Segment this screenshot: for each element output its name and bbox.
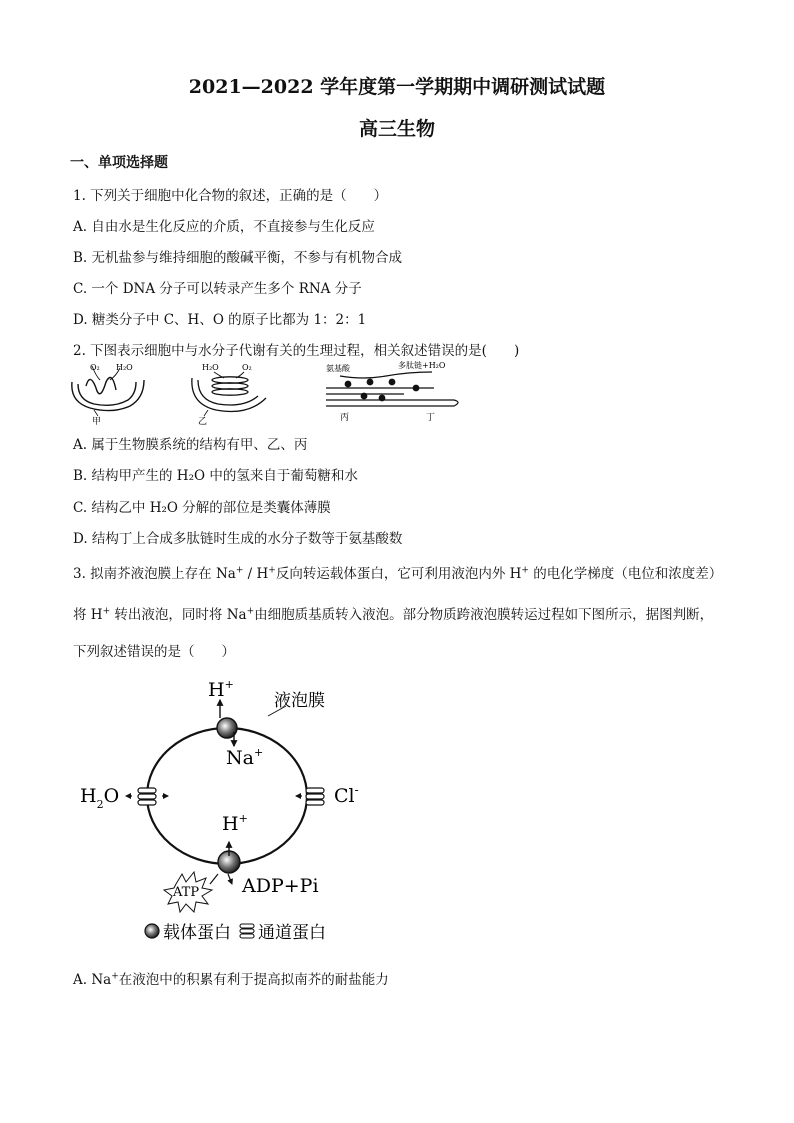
q3-option-a: A. Na+在液泡中的积累有利于提高拟南芥的耐盐能力 [73,971,389,988]
fig2-peptide-label: 多肽链+H₂O [398,361,446,370]
q3-stem-line2: 将 H+ 转出液泡，同时将 Na+由细胞质基质转入液泡。部分物质跨液泡膜转运过程如下图所示，据图判断， [73,606,714,623]
label-atp: ATP [173,885,200,900]
q2-stem: 2. 下图表示细胞中与水分子代谢有关的生理过程，相关叙述错误的是( ) [73,343,520,359]
q1-option-c: C. 一个 DNA 分子可以转录产生多个 RNA 分子 [73,281,362,297]
fig2-o2-b-label: O₂ [242,363,252,372]
q3-stem-line3: 下列叙述错误的是（ ） [73,644,235,660]
legend-carrier-icon [145,924,159,938]
fig2-jia-label: 甲 [92,417,102,427]
q2-option-c: C. 结构乙中 H₂O 分解的部位是类囊体薄膜 [73,500,331,516]
exam-title: 2021—2022 学年度第一学期期中调研测试试题 [188,76,606,98]
q3-stem-line1: 3. 拟南芥液泡膜上存在 Na+ / H+反向转运载体蛋白，它可利用液泡内外 H+ 的电化学梯度（电位和浓度差） [73,565,723,582]
q2-option-a: A. 属于生物膜系统的结构有甲、乙、丙 [73,437,308,453]
fig2-bing-label: 丙 [340,413,350,423]
q1-option-a: A. 自由水是生化反应的介质，不直接参与生化反应 [73,219,375,235]
structure-bing-ding-er-ribosome [326,372,458,406]
structure-yi-chloroplast [192,372,266,412]
q2-option-d: D. 结构丁上合成多肽链时生成的水分子数等于氨基酸数 [73,531,403,547]
legend-channel-icon [240,924,254,938]
label-adp-pi: ADP+Pi [242,875,319,897]
q2-option-b: B. 结构甲产生的 H₂O 中的氢来自于葡萄糖和水 [73,468,358,484]
fig2-o2-label: O₂ [90,363,100,372]
label-cl: Cl- [334,783,359,807]
q2-figure [64,358,484,428]
label-h-mid: H+ [222,812,248,835]
structure-jia-mitochondrion [72,366,144,411]
q1-stem: 1. 下列关于细胞中化合物的叙述，正确的是（ ） [73,188,388,204]
legend-channel-label: 通道蛋白 [258,923,326,943]
label-na: Na+ [226,746,264,769]
channel-protein-water [138,788,156,805]
fig2-ding-label: 丁 [426,413,436,423]
fig2-h2o-b-label: H₂O [202,363,219,372]
section-heading: 一、单项选择题 [70,155,168,171]
fig2-yi-label: 乙 [198,417,208,427]
legend-carrier-label: 载体蛋白 [163,923,231,943]
label-h2o: $H_2O$ [80,785,120,811]
label-h-top: H+ [208,678,234,701]
label-vacuole-membrane: 液泡膜 [274,691,325,711]
q1-option-d: D. 糖类分子中 C、H、O 的原子比都为 1：2：1 [73,312,367,328]
q1-option-b: B. 无机盐参与维持细胞的酸碱平衡，不参与有机物合成 [73,250,403,266]
exam-subtitle: 高三生物 [358,118,435,140]
fig2-h2o-label: H₂O [116,363,133,372]
q3-figure-vacuole [72,670,372,950]
fig2-amino-acid-label: 氨基酸 [326,364,350,373]
channel-protein-chloride [306,788,324,805]
